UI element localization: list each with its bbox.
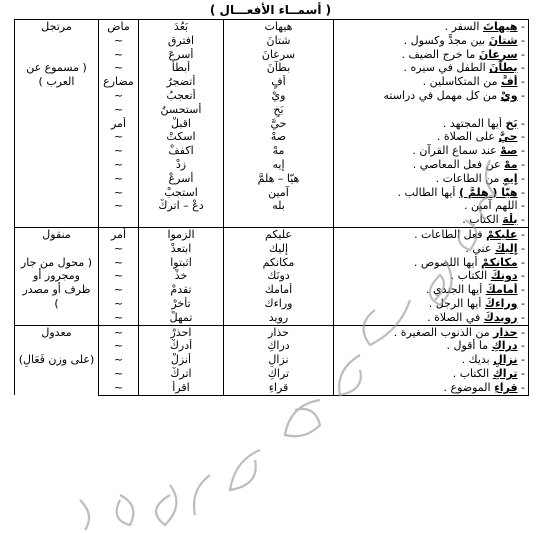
- example-text: أيها المجتهد .: [442, 116, 506, 130]
- verb-noun-cell: وراءك: [224, 297, 334, 311]
- type-line: [18, 48, 95, 62]
- example-prefix: -: [517, 171, 525, 185]
- example-text: أيها الطالب .: [397, 185, 459, 199]
- tense-cell: ~: [99, 325, 139, 339]
- tense-cell: ~: [99, 242, 139, 256]
- example-keyword: تراكِ: [492, 366, 518, 380]
- meaning-cell: تأخرْ: [139, 297, 224, 311]
- example-cell: [334, 283, 529, 297]
- meaning-cell: دعْ – اتركْ: [139, 199, 224, 213]
- tense-cell: ~: [99, 89, 139, 103]
- example-cell: [334, 20, 529, 34]
- type-cell: [15, 325, 99, 395]
- verb-noun-cell: أفٍ: [224, 75, 334, 89]
- example-text: من المتكاسلين .: [422, 75, 501, 89]
- example-cell: [334, 117, 529, 131]
- tense-cell: ~: [99, 269, 139, 283]
- example-cell: [334, 227, 529, 241]
- example-cell: [334, 144, 529, 158]
- type-line: معدول: [41, 325, 72, 339]
- type-line: ومجرور أو: [33, 269, 80, 283]
- verb-noun-cell: رويد: [224, 311, 334, 325]
- example-text: السفر .: [444, 20, 483, 33]
- example-keyword: دراكِ: [491, 339, 518, 353]
- meaning-cell: افترق: [139, 34, 224, 48]
- tense-cell: ~: [99, 103, 139, 117]
- example-text: الكتاب .: [450, 269, 491, 283]
- tense-cell: ~: [99, 61, 139, 75]
- example-keyword: شتانَ: [488, 33, 518, 47]
- meaning-cell: بَعُدَ: [139, 20, 224, 34]
- example-prefix: -: [517, 213, 525, 227]
- type-line: ( محول من جار: [20, 255, 93, 269]
- type-line: منقول: [42, 227, 71, 241]
- verb-noun-cell: بله: [224, 199, 334, 213]
- example-text: من كل مهمل في دراسته: [383, 88, 501, 102]
- tense-cell: مضارع: [99, 75, 139, 89]
- example-cell: [334, 381, 529, 395]
- example-prefix: -: [517, 75, 525, 89]
- example-cell: [334, 325, 529, 339]
- meaning-cell: اسكتْ: [139, 130, 224, 144]
- example-keyword: وراءكَ: [484, 296, 518, 310]
- verb-noun-cell: ويْ: [224, 89, 334, 103]
- example-cell: [334, 297, 529, 311]
- example-cell: [334, 48, 529, 62]
- example-prefix: -: [517, 283, 525, 297]
- meaning-cell: أبطأ: [139, 61, 224, 75]
- verb-noun-cell: أمامك: [224, 283, 334, 297]
- meaning-cell: أتعجبُ: [139, 89, 224, 103]
- example-prefix: -: [517, 380, 525, 394]
- example-prefix: -: [517, 20, 525, 33]
- example-text: أيها الرجل .: [428, 296, 485, 310]
- type-cell: [15, 227, 99, 325]
- example-text: عني .: [465, 241, 495, 255]
- tense-cell: ~: [99, 339, 139, 353]
- tense-cell: ~: [99, 367, 139, 381]
- example-keyword: هيّا ( هلمَّ ): [458, 185, 518, 199]
- example-prefix: -: [517, 325, 525, 339]
- example-cell: [334, 172, 529, 186]
- example-cell: [334, 269, 529, 283]
- example-cell: [334, 158, 529, 172]
- example-prefix: -: [517, 269, 525, 283]
- tense-cell: ~: [99, 172, 139, 186]
- meaning-cell: أنزلْ: [139, 353, 224, 367]
- example-keyword: مهْ: [504, 157, 518, 171]
- tense-cell: [99, 213, 139, 227]
- tense-cell: ~: [99, 144, 139, 158]
- meaning-cell: اقرأ: [139, 381, 224, 395]
- example-keyword: عليكمْ: [486, 227, 518, 241]
- meaning-cell: اتركْ: [139, 367, 224, 381]
- type-line: [18, 339, 95, 353]
- verb-noun-cell: بَخٍ: [224, 103, 334, 117]
- example-keyword: دونكَ: [490, 269, 518, 283]
- example-prefix: -: [517, 88, 525, 102]
- example-text: فعل الطاعات .: [414, 227, 486, 241]
- example-keyword: نزالِ: [493, 353, 518, 367]
- example-keyword: صهْ: [500, 144, 518, 158]
- example-text: على الصلاة .: [436, 130, 499, 144]
- tense-cell: ~: [99, 283, 139, 297]
- example-text: عن فعل المعاصي .: [412, 157, 505, 171]
- verb-noun-cell: شتانَ: [224, 34, 334, 48]
- meaning-cell: أستحسنُ: [139, 103, 224, 117]
- example-cell: [334, 353, 529, 367]
- example-cell: [334, 242, 529, 256]
- verb-noun-cell: آمين: [224, 186, 334, 200]
- meaning-cell: اقبلْ: [139, 117, 224, 131]
- example-keyword: أمامكَ: [485, 283, 518, 297]
- example-prefix: -: [517, 144, 525, 158]
- verb-noun-cell: [224, 213, 334, 227]
- example-cell: [334, 256, 529, 270]
- meaning-cell: الزموا: [139, 227, 224, 241]
- type-line: [18, 34, 95, 48]
- tense-cell: ماضٍ: [99, 20, 139, 34]
- example-keyword: ويْ: [500, 88, 518, 102]
- type-line: ): [54, 296, 59, 310]
- verb-noun-cell: قراءِ: [224, 381, 334, 395]
- example-cell: [334, 367, 529, 381]
- example-cell: [334, 103, 529, 117]
- example-prefix: - اللهم: [491, 199, 525, 213]
- tense-cell: ~: [99, 256, 139, 270]
- table-row: [15, 325, 529, 339]
- example-cell: [334, 213, 529, 227]
- example-prefix: -: [517, 130, 525, 144]
- example-prefix: -: [517, 366, 525, 380]
- tense-cell: ~: [99, 130, 139, 144]
- verb-noun-cell: بطآنَ: [224, 61, 334, 75]
- meaning-cell: أسرعْ: [139, 172, 224, 186]
- verb-noun-cell: هيّا – هلمَّ: [224, 172, 334, 186]
- meaning-cell: احذرْ: [139, 325, 224, 339]
- verb-noun-cell: إيه: [224, 158, 334, 172]
- verb-noun-cell: مكانكم: [224, 256, 334, 270]
- ism-fiil-table: [14, 19, 529, 396]
- example-cell: [334, 130, 529, 144]
- example-text: في الصلاة .: [427, 310, 484, 324]
- tense-cell: ~: [99, 311, 139, 325]
- type-line: ظرف أو مصدر: [22, 283, 91, 297]
- example-cell: [334, 186, 529, 200]
- example-prefix: -: [517, 255, 525, 269]
- type-line: مرتجل: [41, 20, 72, 33]
- example-keyword: بلْهَ: [502, 213, 518, 227]
- meaning-cell: أدركْ: [139, 339, 224, 353]
- table-row: [15, 227, 529, 241]
- tense-cell: أمر: [99, 227, 139, 241]
- example-prefix: -: [517, 33, 525, 47]
- meaning-cell: اثبتوا: [139, 256, 224, 270]
- tense-cell: ~: [99, 381, 139, 395]
- example-prefix: -: [517, 339, 525, 353]
- tense-cell: ~: [99, 186, 139, 200]
- meaning-cell: [139, 213, 224, 227]
- example-keyword: إليكَ: [494, 241, 518, 255]
- example-keyword: حذارِ: [493, 325, 518, 339]
- verb-noun-cell: هيهات: [224, 20, 334, 34]
- example-text: الكتاب .: [462, 213, 503, 227]
- example-text: الكتاب .: [452, 366, 493, 380]
- tense-cell: ~: [99, 158, 139, 172]
- page-title: ( أسمــاء الأفعـــال ): [209, 3, 332, 17]
- example-text: بين مجدٍّ وكسول .: [403, 33, 489, 47]
- meaning-cell: تمهلْ: [139, 311, 224, 325]
- example-prefix: -: [517, 353, 525, 367]
- example-cell: [334, 34, 529, 48]
- example-prefix: -: [517, 61, 525, 75]
- verb-noun-cell: نزالِ: [224, 353, 334, 367]
- type-line: (على وزن فَعَالِ): [18, 353, 95, 367]
- example-keyword: أفٍّ: [500, 75, 518, 89]
- example-prefix: -: [517, 310, 525, 324]
- type-line: ( مسموع عن: [26, 61, 87, 75]
- example-cell: [334, 89, 529, 103]
- tense-cell: ~: [99, 297, 139, 311]
- example-prefix: -: [517, 116, 525, 130]
- example-prefix: -: [517, 157, 525, 171]
- tense-cell: ~: [99, 48, 139, 62]
- example-prefix: -: [517, 227, 525, 241]
- meaning-cell: أسرعَ: [139, 48, 224, 62]
- example-keyword: حيَّ: [498, 130, 518, 144]
- example-text: أيها اللصوص .: [413, 255, 482, 269]
- example-keyword: رويدكَ: [483, 310, 518, 324]
- verb-noun-cell: صهْ: [224, 130, 334, 144]
- meaning-cell: تقدمْ: [139, 283, 224, 297]
- example-prefix: -: [517, 296, 525, 310]
- example-keyword: إيهٍ: [502, 171, 518, 185]
- verb-noun-cell: إليك: [224, 242, 334, 256]
- type-cell: [15, 20, 99, 228]
- example-text: الطفل في سيره .: [403, 61, 490, 75]
- example-text: ما خرج الضيف .: [401, 47, 479, 61]
- example-text: من الطاعات .: [435, 171, 503, 185]
- example-keyword: سرعانَ: [478, 47, 518, 61]
- example-cell: [334, 311, 529, 325]
- example-text: الموضوع .: [443, 380, 495, 394]
- example-text: عند سماع القرآن .: [412, 144, 501, 158]
- tense-cell: ~: [99, 353, 139, 367]
- verb-noun-cell: عليكم: [224, 227, 334, 241]
- type-line: [18, 242, 95, 256]
- example-text: ما أقول .: [446, 339, 492, 353]
- meaning-cell: ابتعدْ: [139, 242, 224, 256]
- example-keyword: هيهاتَ: [482, 20, 518, 33]
- verb-noun-cell: سرعانَ: [224, 48, 334, 62]
- example-text: آمين .: [463, 199, 492, 213]
- example-prefix: -: [517, 241, 525, 255]
- tense-cell: ~: [99, 199, 139, 213]
- example-prefix: -: [517, 185, 525, 199]
- verb-noun-cell: حذارِ: [224, 325, 334, 339]
- example-text: أيها الجندي .: [426, 283, 486, 297]
- example-cell: [334, 61, 529, 75]
- verb-noun-cell: دراكِ: [224, 339, 334, 353]
- example-text: بديك .: [461, 353, 494, 367]
- meaning-cell: اكففْ: [139, 144, 224, 158]
- tense-cell: ~: [99, 34, 139, 48]
- example-keyword: بَخٍ: [505, 116, 518, 130]
- verb-noun-cell: تراكِ: [224, 367, 334, 381]
- example-cell: [334, 75, 529, 89]
- table-row: [15, 20, 529, 34]
- example-keyword: بطآنَ: [489, 61, 518, 75]
- meaning-cell: أتضجرُ: [139, 75, 224, 89]
- tense-cell: أمر: [99, 117, 139, 131]
- example-cell: [334, 339, 529, 353]
- type-line: العرب ): [38, 75, 75, 89]
- example-keyword: مكانكمْ: [481, 255, 518, 269]
- example-text: من الذنوب الصغيرة .: [393, 325, 494, 339]
- verb-noun-cell: مهْ: [224, 144, 334, 158]
- meaning-cell: استجبْ: [139, 186, 224, 200]
- meaning-cell: زدْ: [139, 158, 224, 172]
- example-keyword: قراءِ: [494, 380, 518, 394]
- verb-noun-cell: حيَّ: [224, 117, 334, 131]
- meaning-cell: خذْ: [139, 269, 224, 283]
- example-cell: [334, 199, 529, 213]
- example-prefix: -: [517, 47, 525, 61]
- verb-noun-cell: دونَك: [224, 269, 334, 283]
